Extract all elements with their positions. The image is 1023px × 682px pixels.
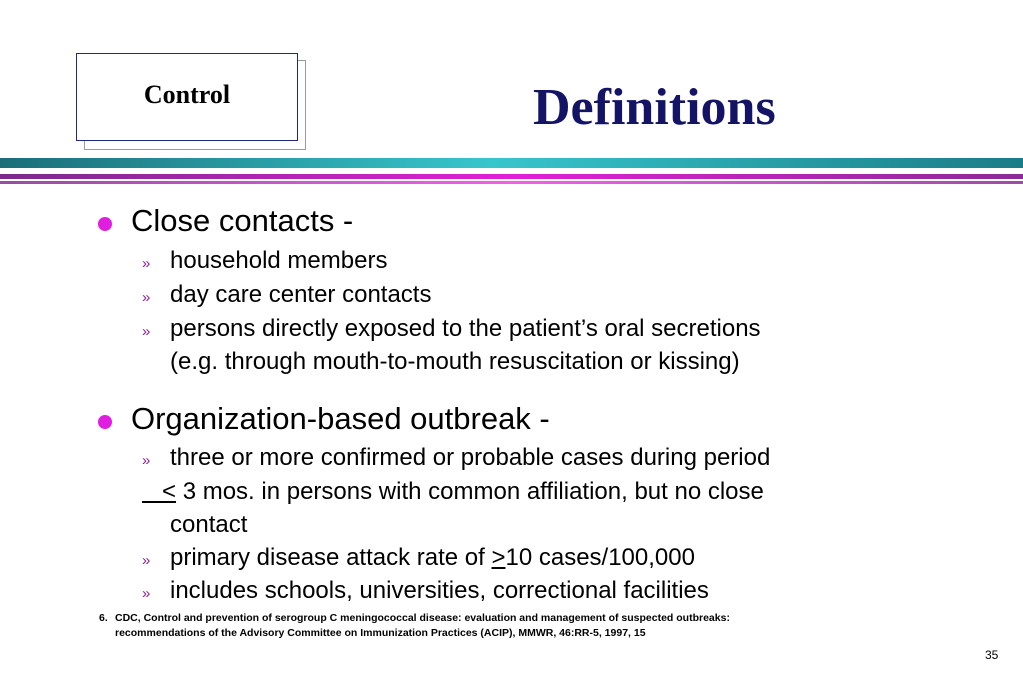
subitem-three-or-more-cont — [142, 478, 764, 506]
subitem-oral-secretions: persons directly exposed to the patient’s oral secretions — [170, 315, 761, 342]
bullet-dot-icon — [98, 217, 112, 231]
attack-rate-value: 10 cases/100,000 — [505, 544, 695, 571]
teal-divider — [0, 158, 1023, 168]
bullet-dot-icon — [98, 415, 112, 429]
less-equal-symbol: < — [142, 478, 177, 505]
subitem-contact: contact — [170, 511, 248, 538]
subitem-daycare: day care center contacts — [170, 281, 432, 308]
sub-marker-icon: » — [142, 585, 151, 602]
subitem-three-or-more: three or more confirmed or probable cases during period — [170, 444, 771, 471]
bullet-close-contacts: Close contacts - — [131, 203, 354, 238]
sub-marker-icon: » — [142, 452, 151, 469]
sub-marker-icon: » — [142, 552, 151, 569]
subitem-attack-rate — [170, 544, 695, 572]
footnote-line-2: recommendations of the Advisory Committee on Immunization Practices (ACIP), MMWR, 46:RR-5, 1997, 15 — [115, 627, 646, 639]
footnote-line-1: CDC, Control and prevention of serogroup C meningococcal disease: evaluation and management of suspected outbreaks: — [115, 612, 730, 624]
subitem-includes: includes schools, universities, correctional facilities — [170, 577, 709, 604]
footnote — [99, 611, 730, 641]
subitem-oral-secretions-cont: (e.g. through mouth-to-mouth resuscitation or kissing) — [170, 348, 740, 375]
subitem-household: household members — [170, 247, 388, 274]
greater-equal-symbol: > — [491, 544, 506, 571]
le-text: 3 mos. in persons with common affiliation, but no close — [176, 478, 764, 505]
attack-rate-text: primary disease attack rate of — [170, 544, 492, 571]
footnote-number: 6. — [99, 612, 108, 624]
bullet-organization-outbreak: Organization-based outbreak - — [131, 401, 550, 436]
magenta-divider-top — [0, 174, 1023, 179]
sub-marker-icon: » — [142, 255, 151, 272]
slide-title: Definitions — [533, 79, 776, 136]
box-label: Control — [143, 80, 231, 109]
page-number: 35 — [985, 648, 999, 662]
magenta-divider-bottom — [0, 181, 1023, 184]
sub-marker-icon: » — [142, 289, 151, 306]
sub-marker-icon: » — [142, 323, 151, 340]
